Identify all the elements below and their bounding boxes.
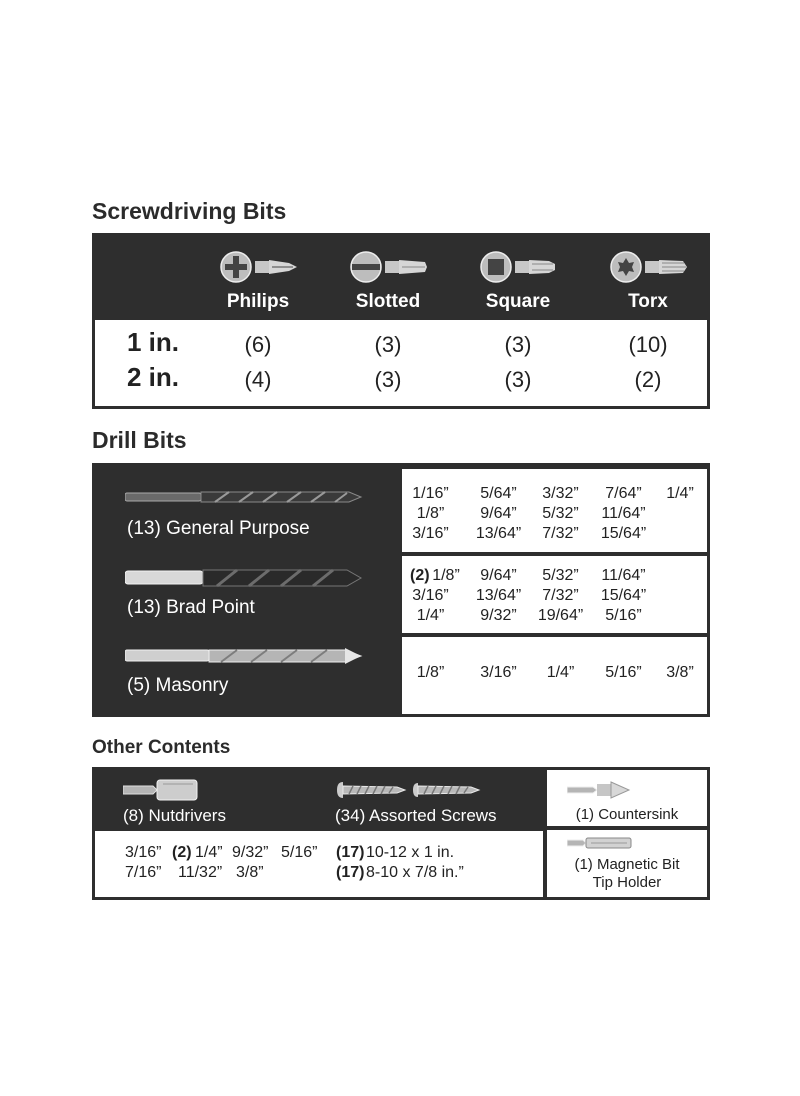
magnetic-holder-icon [567,836,633,850]
masonry-bit-icon [125,644,365,668]
type-philips: Philips [226,291,290,312]
general-purpose-label: (13) General Purpose [127,518,310,539]
countersink-icon [567,780,631,800]
size-value: 7/32” [542,525,579,542]
screwdriving-table [92,233,710,409]
nut-size: 3/8” [236,864,264,881]
masonry-sizes [402,637,707,714]
drill-title: Drill Bits [92,427,187,453]
screw-size: 8-10 x 7/8 in.” [366,864,464,881]
nutdrivers-label: (8) Nutdrivers [123,806,226,825]
nut-qty-prefix: (2) [172,844,192,861]
torx-bit-icon [607,250,689,284]
general-purpose-bit-icon [125,486,365,508]
screws-label: (34) Assorted Screws [335,806,497,825]
type-torx: Torx [628,291,668,312]
square-bit-icon [477,250,559,284]
screw-qty: (17) [336,864,365,881]
count-2in-square: (3) [504,367,532,392]
size-value: 15/64” [600,587,647,604]
count-2in-slotted: (3) [374,367,402,392]
size-value: 1/16” [412,485,449,502]
size-value: 19/64” [537,607,584,624]
size-value: 1/4” [416,607,445,624]
size-value: 11/64” [601,505,646,522]
size-1in: 1 in. [126,327,179,357]
size-value: 5/32” [542,505,579,522]
other-divider-h [547,826,707,830]
holder-label-line1: (1) Magnetic Bit [574,856,680,873]
nut-size: 7/16” [125,864,162,881]
size-value: 11/64” [601,567,646,584]
screw-size: 10-12 x 1 in. [366,844,455,861]
screws-icon [335,778,485,802]
size-2in: 2 in. [126,362,179,392]
brad-point-bit-icon [125,566,365,590]
screwdriving-title: Screwdriving Bits [92,198,287,224]
size-value: 15/64” [600,525,647,542]
brad-point-label: (13) Brad Point [127,597,255,618]
count-1in-torx: (10) [628,332,668,357]
size-value: 7/32” [542,587,579,604]
size-value: 9/64” [480,505,517,522]
other-table [92,767,710,900]
nut-size: 5/16” [281,844,318,861]
count-1in-slotted: (3) [374,332,402,357]
size-value: 13/64” [475,525,522,542]
size-value: 5/64” [480,485,517,502]
size-value: 1/8” [416,664,445,681]
size-value: 3/16” [480,664,517,681]
count-1in-square: (3) [504,332,532,357]
countersink-label: (1) Countersink [575,806,679,823]
size-value: 5/16” [605,664,642,681]
size-value: 1/8” [416,505,445,522]
screw-qty: (17) [336,844,365,861]
count-1in-philips: (6) [244,332,272,357]
general-purpose-sizes [402,469,707,552]
type-slotted: Slotted [355,291,421,312]
size-value: 1/4” [546,664,575,681]
philips-bit-icon [217,250,299,284]
size-value: 9/64” [480,567,517,584]
size-value: 3/16” [412,525,449,542]
holder-label-line2: Tip Holder [592,874,662,891]
other-title: Other Contents [92,737,231,758]
brad-point-sizes [402,556,707,633]
size-value: 9/32” [480,607,517,624]
nutdriver-icon [123,778,199,802]
size-value: 13/64” [475,587,522,604]
brad-qty-prefix: (2) [410,567,430,584]
size-value: 3/16” [412,587,449,604]
size-value: 1/8” [432,567,460,584]
count-2in-torx: (2) [634,367,662,392]
size-value: 5/16” [605,607,642,624]
nut-size: 1/4” [195,844,223,861]
slotted-bit-icon [347,250,429,284]
masonry-label: (5) Masonry [127,675,229,696]
drill-table [92,463,710,717]
nut-size: 9/32” [232,844,269,861]
type-square: Square [485,291,551,312]
size-value: 3/8” [666,664,694,681]
nut-size: 11/32” [178,864,223,881]
size-value: 7/64” [605,485,642,502]
size-value: 5/32” [542,567,579,584]
size-value: 1/4” [666,485,694,502]
size-value: 3/32” [542,485,579,502]
nut-size: 3/16” [125,844,162,861]
count-2in-philips: (4) [244,367,272,392]
